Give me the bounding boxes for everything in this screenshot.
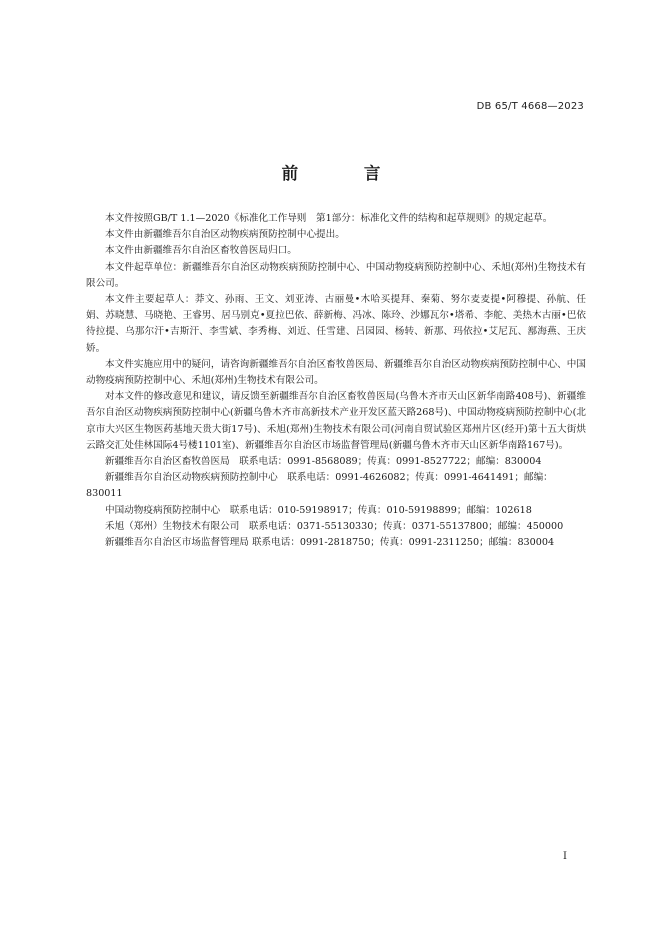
page-number: I xyxy=(563,851,567,862)
paragraph-inquiries: 本文件实施应用中的疑问，请咨询新疆维吾尔自治区畜牧兽医局、新疆维吾尔自治区动物疾病预防控制中心、中国动物疫病预防控制中心、禾旭(郑州)生物技术有限公司。 xyxy=(86,358,586,387)
section-title: 前 言 xyxy=(281,164,411,183)
document-code: DB 65/T 4668—2023 xyxy=(476,101,584,112)
contact-line: 新疆维吾尔自治区畜牧兽医局 联系电话：0991-8568089；传真：0991-8527722；邮编：830004 xyxy=(105,456,542,468)
contact-line: 新疆维吾尔自治区动物疾病预防控制中心 联系电话：0991-4626082；传真：0991-4641491；邮编：830011 xyxy=(86,472,553,500)
contact-line: 中国动物疫病预防控制中心 联系电话：010-59198917；传真：010-59198899；邮编：102618 xyxy=(105,504,532,516)
paragraph-proposer: 本文件由新疆维吾尔自治区动物疾病预防控制中心提出。 xyxy=(105,229,345,241)
paragraph-centralized-by: 本文件由新疆维吾尔自治区畜牧兽医局归口。 xyxy=(105,245,297,257)
contact-line: 禾旭（郑州）生物技术有限公司 联系电话：0371-55130330；传真：0371-55137800；邮编：450000 xyxy=(105,520,564,532)
paragraph-feedback: 对本文件的修改意见和建议，请反馈至新疆维吾尔自治区畜牧兽医局(乌鲁木齐市天山区新华南路408号)、新疆维吾尔自治区动物疾病预防控制中心(新疆乌鲁木齐市高新技术产业开发区蓝天路268号)、中国动物疫病预防控制中心(北京市大兴区生物医药基地天贵大街17号)、禾旭(郑州)生物技术有限公司(河南自贸试验区郑州片区(经开)第十五大街烘云路交汇处佳林国际4号楼1101室)、新疆维吾尔自治区市场监督管理局(新疆乌鲁木齐市天山区新华南路167号)。 xyxy=(86,391,586,451)
paragraph-drafters: 本文件主要起草人：莽文、孙雨、王文、刘亚涛、古丽曼•木哈买提拜、秦菊、努尔麦麦提•阿穆提、孙航、任娟、苏晓慧、马晓艳、王睿男、居马别克•夏拉巴依、薛新梅、冯冰、陈玲、沙娜瓦尔•塔希、李舵、美热木古丽•巴依待拉提、乌那尔汗•吉斯汗、李雪斌、李秀梅、刘近、任雪建、吕园园、杨转、新那、玛依拉•艾尼瓦、鄯海燕、王庆娇。 xyxy=(86,294,586,354)
paragraph-drafting-rules: 本文件按照GB/T 1.1—2020《标准化工作导则 第1部分：标准化文件的结构和起草规则》的规定起草。 xyxy=(105,213,553,224)
contact-line: 新疆维吾尔自治区市场监督管理局 联系电话：0991-2818750；传真：0991-2311250；邮编：830004 xyxy=(105,537,555,549)
paragraph-drafting-units: 本文件起草单位：新疆维吾尔自治区动物疾病预防控制中心、中国动物疫病预防控制中心、禾旭(郑州)生物技术有限公司。 xyxy=(86,261,586,289)
foreword-body xyxy=(86,211,586,551)
